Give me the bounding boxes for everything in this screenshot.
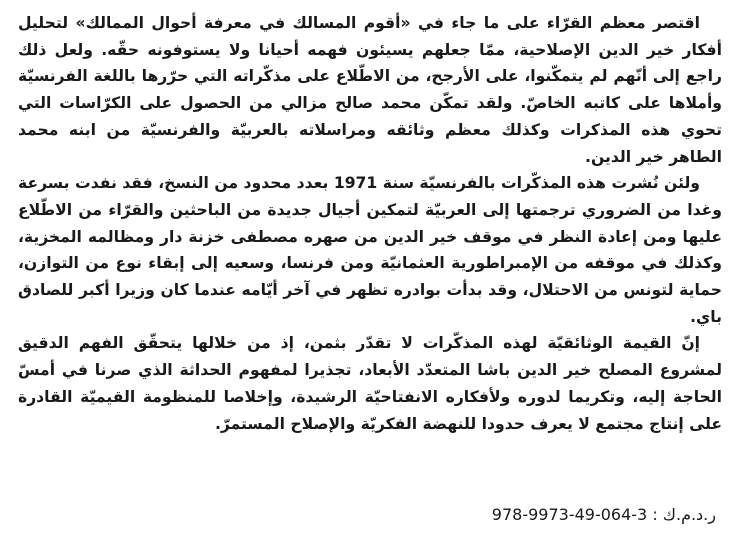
paragraph-3: إنّ القيمة الوثائقيّة لهذه المذكّرات لا تقدّر بثمن، إذ من خلالها يتحقّق الفهم الدقيق لمشروع المصلح خير الدين باشا المتعدّد الأبعاد، تجذيرا لمفهوم الحداثة الذي صرنا في أمسّ الحاجة إليه، وتكريما لدوره ولأفكاره الانفتاحيّة الرشيدة، وإخلاصا للمنظومة القيميّة القادرة على إنتاج مجتمع لا يعرف حدودا للنهضة الفكريّة والإصلاح المستمرّ. xyxy=(18,334,722,433)
paragraph-2: ولئن نُشرت هذه المذكّرات بالفرنسيّة سنة 1971 بعدد محدود من النسخ، فقد نفدت بسرعة وغدا من الضروري ترجمتها إلى العربيّة لتمكين أجيال جديدة من الباحثين والقرّاء من الاطّلاع عليها ومن إعادة النظر في موقف خير الدين من صهره مصطفى خزنة دار ومظالمه المخزية، وكذلك في موقفه من الإمبراطورية العثمانيّة ومن فرنسا، وسعيه إلى إبقاء نوع من التوازن، حماية لتونس من الاحتلال، وقد بدأت بوادره تظهر في آخر أيّامه عندما كان وزيرا أكبر للصادق باي. xyxy=(18,174,722,326)
document-body xyxy=(18,10,722,437)
isbn-line xyxy=(492,502,716,528)
isbn-label: ر.د.م.ك : xyxy=(652,505,716,524)
paragraph-1: اقتصر معظم القرّاء على ما جاء في «أقوم المسالك في معرفة أحوال الممالك» لتحليل أفكار خير الدين الإصلاحية، ممّا جعلهم يسيئون فهمه أحيانا ولا يستوفونه حقّه. ولعل ذلك راجع إلى أنّهم لم يتمكّنوا، على الأرجح، من الاطّلاع على مذكّراته التي حرّرها باللغة الفرنسيّة وأملاها على كاتبه الخاصّ. ولقد تمكّن محمد صالح مزالي من الحصول على الكرّاسات التي تحوي هذه المذكرات وكذلك معظم وثائقه ومراسلاته بالعربيّة والفرنسيّة من ابنه محمد الطاهر خير الدين. xyxy=(18,14,722,166)
isbn-number: 978-9973-49-064-3 xyxy=(491,505,648,524)
